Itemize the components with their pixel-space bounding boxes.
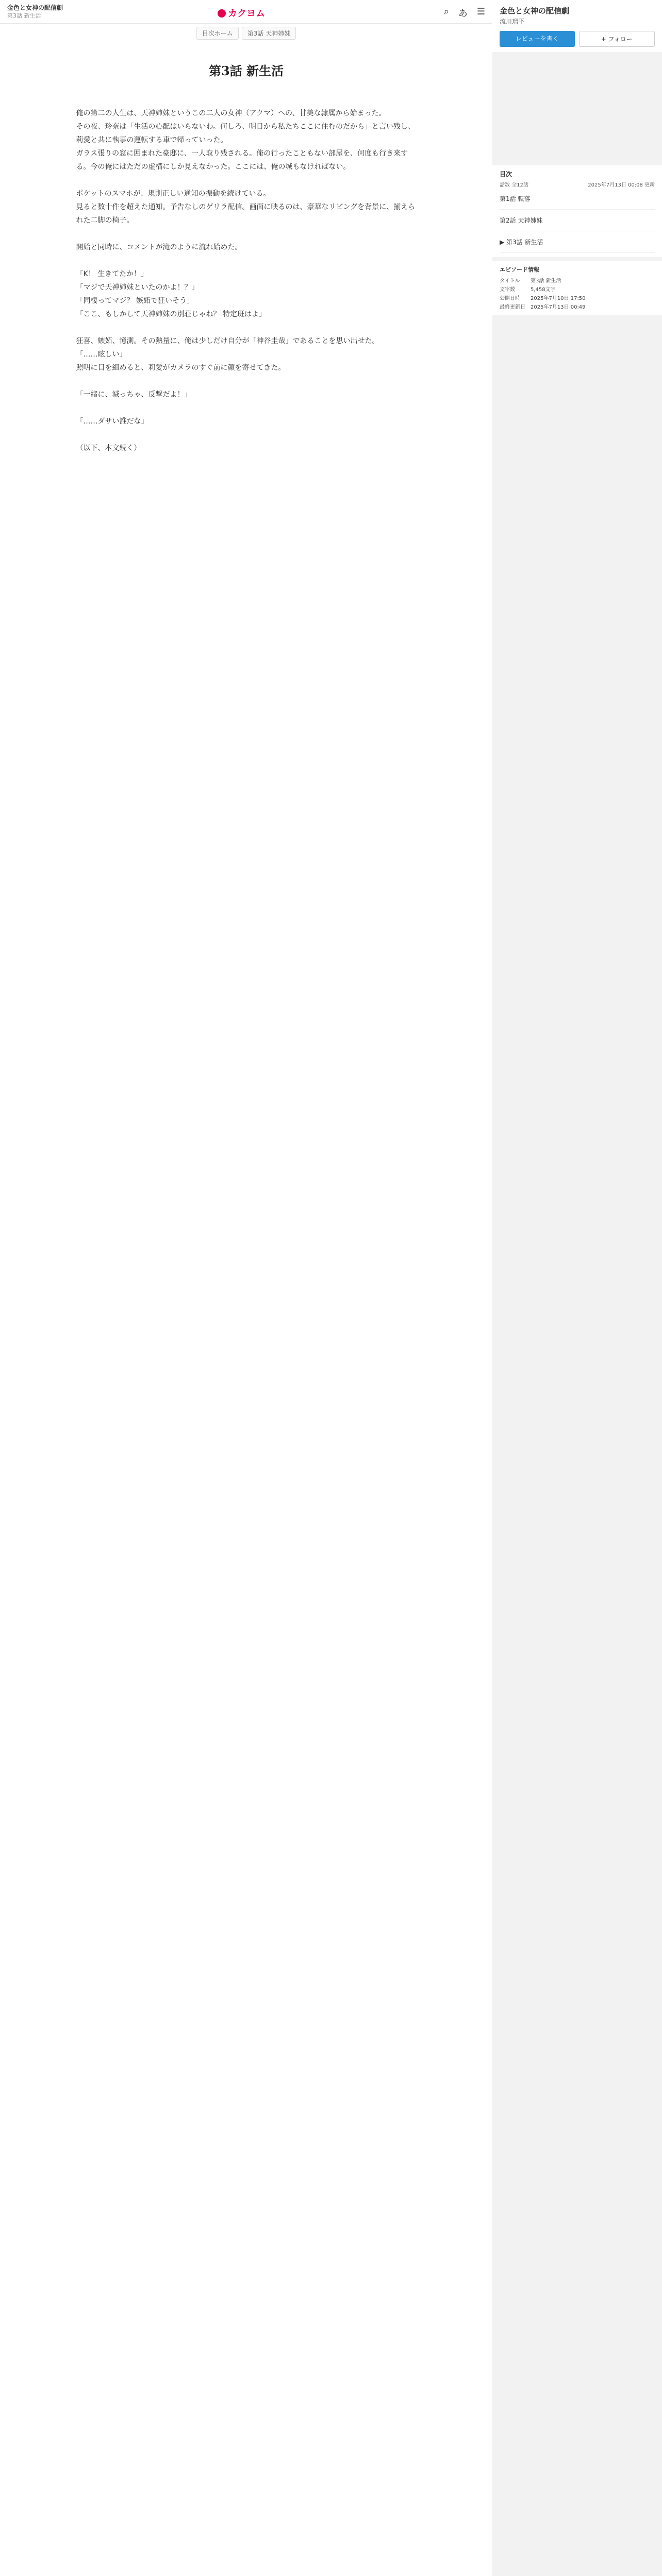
body-paragraph: 狂喜、嫉妬、憶測。その熱量に、俺は少しだけ自分が「神谷圭哉」であることを思い出せた。 bbox=[76, 337, 379, 345]
episode-info-heading: エピソード情報 bbox=[500, 266, 539, 273]
breadcrumb bbox=[0, 24, 492, 42]
body-paragraph: 「同棲ってマジ？ 嫉妬で狂いそう」 bbox=[76, 297, 194, 305]
episode-title: 第3話 新生活 bbox=[208, 63, 284, 78]
menu-icon[interactable]: ☰ bbox=[476, 6, 485, 17]
episode-info-table bbox=[500, 276, 591, 311]
current-episode-link[interactable]: 第3話 天神姉妹 bbox=[242, 27, 296, 40]
write-review-button[interactable]: レビューを書く bbox=[500, 31, 575, 47]
body-paragraph: （以下、本文続く） bbox=[76, 444, 141, 452]
sidebar-work-card bbox=[492, 0, 662, 52]
body-paragraph bbox=[76, 227, 417, 241]
body-paragraph: その夜、玲奈は「生活の心配はいらないわ。何しろ、明日から私たちここに住むのだから」と言い残し、莉愛と共に執事の運転する車で帰っていった。 bbox=[76, 123, 415, 144]
info-key: 最終更新日 bbox=[500, 304, 525, 310]
body-paragraph bbox=[76, 174, 417, 187]
body-paragraph: ガラス張りの窓に囲まれた豪邸に、一人取り残される。俺の行ったこともない部屋を、何度も行き来する。今の俺にはただの虚構にしか見えなかった。ここには、俺の城もなければない。 bbox=[76, 149, 408, 171]
toc-item[interactable]: 第2話 天神姉妹 bbox=[500, 210, 655, 231]
body-paragraph bbox=[76, 428, 417, 442]
work-title[interactable]: 金色と女神の配信劇 bbox=[7, 4, 63, 11]
sidebar bbox=[492, 0, 662, 2576]
body-paragraph: 「マジで天神姉妹といたのかよ！？」 bbox=[76, 283, 199, 292]
top-bar bbox=[0, 0, 492, 24]
body-paragraph: 「ここ、もしかして天神姉妹の別荘じゃね？ 特定班はよ」 bbox=[76, 310, 266, 318]
episode-info bbox=[492, 261, 662, 315]
toc-item[interactable]: 第1話 転落 bbox=[500, 188, 655, 210]
toc-count: 話数 全12話 bbox=[500, 182, 528, 188]
info-row bbox=[500, 276, 591, 284]
toc-updated: 2025年7月13日 00:08 更新 bbox=[588, 182, 655, 188]
sidebar-work-title[interactable]: 金色と女神の配信劇 bbox=[500, 6, 570, 15]
sidebar-toc bbox=[492, 165, 662, 257]
body-paragraph: 開始と同時に、コメントが滝のように流れ始めた。 bbox=[76, 243, 242, 251]
body-paragraph bbox=[76, 375, 417, 388]
site-logo[interactable] bbox=[218, 6, 265, 20]
episode-body bbox=[76, 107, 417, 455]
toc-heading: 目次 bbox=[500, 171, 512, 178]
toc-link[interactable]: 目次ホーム bbox=[196, 27, 239, 40]
body-paragraph: 「K！ 生きてたか！」 bbox=[76, 270, 148, 278]
info-value: 5,458文字 bbox=[531, 287, 556, 293]
info-key: 公開日時 bbox=[500, 296, 520, 301]
body-paragraph: 見ると数十件を超えた通知。予告なしのゲリラ配信。画面に映るのは、豪華なリビングを背景に、揃えられた二脚の椅子。 bbox=[76, 203, 416, 225]
info-key: タイトル bbox=[500, 278, 520, 284]
work-info[interactable] bbox=[7, 4, 63, 20]
body-paragraph: ポケットのスマホが、規則正しい通知の振動を続けている。 bbox=[76, 190, 271, 198]
body-paragraph: 「……眩しい」 bbox=[76, 350, 127, 359]
episode-sub: 第3話 新生活 bbox=[7, 12, 41, 19]
body-paragraph bbox=[76, 321, 417, 334]
body-paragraph: 俺の第二の人生は、天神姉妹というこの二人の女神（アクマ）への、甘美な隷属から始まった。 bbox=[76, 109, 386, 117]
toc-meta bbox=[500, 180, 655, 188]
sidebar-buttons bbox=[500, 31, 655, 47]
info-row bbox=[500, 302, 591, 311]
logo-mark-icon bbox=[218, 9, 226, 18]
top-icons bbox=[444, 6, 485, 20]
body-paragraph bbox=[76, 254, 417, 267]
follow-work-button[interactable]: + フォロー bbox=[579, 31, 655, 47]
info-row bbox=[500, 293, 591, 302]
body-paragraph bbox=[76, 401, 417, 415]
body-paragraph: 照明に目を細めると、莉愛がカメラのすぐ前に顔を寄せてきた。 bbox=[76, 364, 286, 372]
info-key: 文字数 bbox=[500, 287, 515, 293]
info-row bbox=[500, 284, 591, 293]
user-icon[interactable]: あ bbox=[458, 8, 468, 19]
sidebar-author[interactable]: 流川瑠平 bbox=[500, 18, 525, 25]
body-paragraph: 「……ダサい誰だな」 bbox=[76, 417, 148, 426]
toc-item-current[interactable]: ▶ 第3話 新生活 bbox=[500, 231, 655, 253]
search-icon[interactable]: ⌕ bbox=[443, 6, 449, 17]
info-value: 2025年7月13日 00:49 bbox=[531, 304, 586, 310]
info-value: 2025年7月10日 17:50 bbox=[531, 296, 586, 301]
info-value: 第3話 新生活 bbox=[531, 278, 561, 284]
body-paragraph: 「一緒に、滅っちゃ、反撃だよ！」 bbox=[76, 391, 192, 399]
logo-text: カクヨム bbox=[228, 8, 265, 19]
